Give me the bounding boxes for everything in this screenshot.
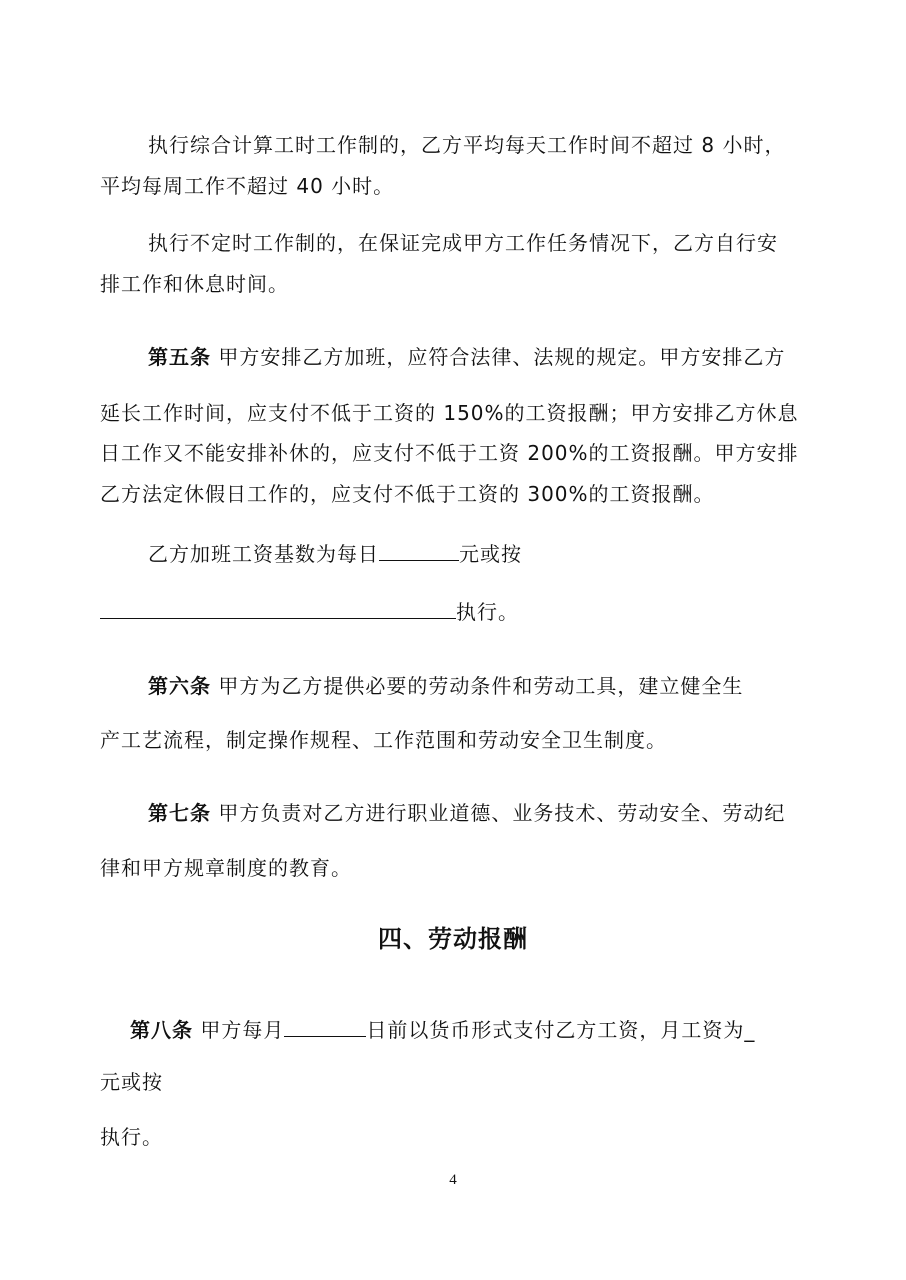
article-5-line-4: 乙方法定休假日工作的，应支付不低于工资的 300%的工资报酬。 xyxy=(100,482,715,506)
overtime-execute-text: 执行。 xyxy=(456,600,519,624)
paragraph-2-line-1: 执行不定时工作制的，在保证完成甲方工作任务情况下，乙方自行安 xyxy=(148,231,778,255)
article-6-label: 第六条 xyxy=(148,674,211,698)
overtime-base-suffix: 元或按 xyxy=(459,542,522,566)
article-8-prefix: 甲方每月 xyxy=(193,1018,285,1042)
article-5-text-1: 甲方安排乙方加班，应符合法律、法规的规定。甲方安排乙方 xyxy=(211,345,786,369)
article-7-label: 第七条 xyxy=(148,801,211,825)
article-8-middle: 日前以货币形式支付乙方工资，月工资为 xyxy=(366,1018,745,1042)
article-5-line-3: 日工作又不能安排补休的，应支付不低于工资 200%的工资报酬。甲方安排 xyxy=(100,441,799,465)
article-6-line-1 xyxy=(148,673,743,699)
article-7-text-1: 甲方负责对乙方进行职业道德、业务技术、劳动安全、劳动纪 xyxy=(211,801,786,825)
article-7-line-2: 律和甲方规章制度的教育。 xyxy=(100,856,352,880)
article-5-line-2: 延长工作时间，应支付不低于工资的 150%的工资报酬；甲方安排乙方休息 xyxy=(100,401,799,425)
page-number: 4 xyxy=(449,1172,457,1188)
article-8-line-2: 元或按 xyxy=(100,1070,163,1094)
paragraph-2-line-2: 排工作和休息时间。 xyxy=(100,272,289,296)
article-5-line-1 xyxy=(148,344,785,370)
overtime-method-blank[interactable] xyxy=(100,598,456,619)
article-6-line-2: 产工艺流程，制定操作规程、工作范围和劳动安全卫生制度。 xyxy=(100,728,667,752)
pay-day-blank[interactable] xyxy=(284,1016,366,1037)
article-6-text-1: 甲方为乙方提供必要的劳动条件和劳动工具，建立健全生 xyxy=(211,674,744,698)
paragraph-1-line-2: 平均每周工作不超过 40 小时。 xyxy=(100,174,395,198)
article-8-line-1 xyxy=(130,1016,755,1043)
overtime-daily-blank[interactable] xyxy=(379,540,459,561)
article-8-line-3: 执行。 xyxy=(100,1125,163,1149)
article-8-end: _ xyxy=(744,1018,756,1042)
overtime-base-line xyxy=(148,540,522,567)
overtime-execute-line xyxy=(100,598,519,625)
section-heading: 四、劳动报酬 xyxy=(378,925,528,953)
paragraph-1-line-1: 执行综合计算工时工作制的，乙方平均每天工作时间不超过 8 小时， xyxy=(148,133,786,157)
article-8-label: 第八条 xyxy=(130,1018,193,1042)
article-7-line-1 xyxy=(148,800,785,826)
overtime-base-prefix: 乙方加班工资基数为每日 xyxy=(148,542,379,566)
article-5-label: 第五条 xyxy=(148,345,211,369)
